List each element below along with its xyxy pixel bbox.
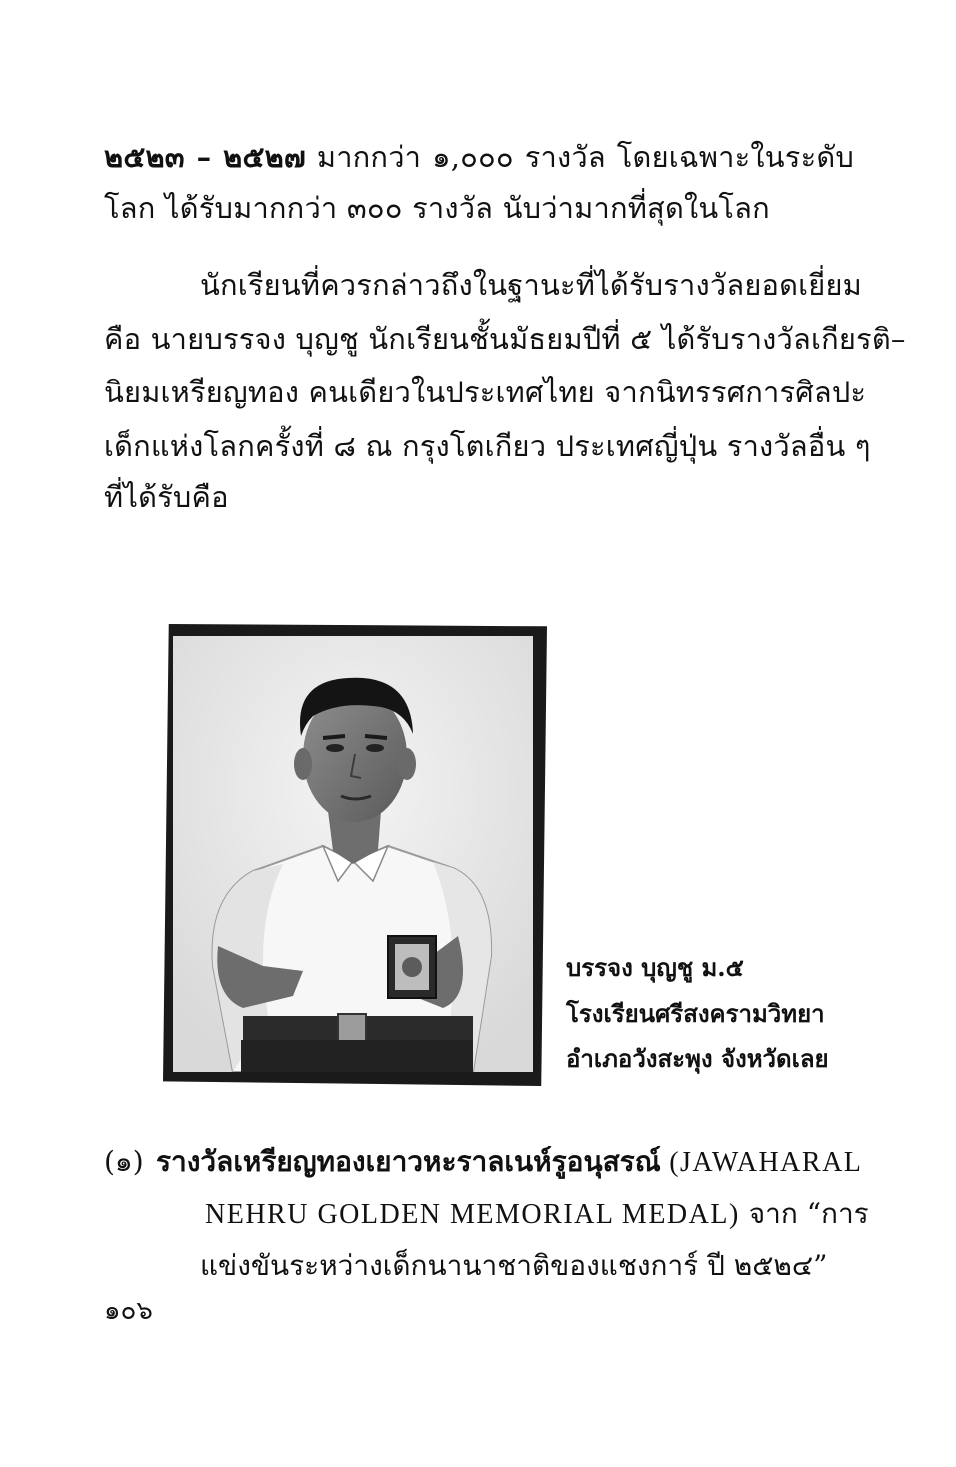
item1-latin-part2: NEHRU GOLDEN MEMORIAL MEDAL) <box>205 1199 740 1230</box>
paragraph1-line1-text: มากกว่า ๑,๐๐๐ รางวัล โดยเฉพาะในระดับ <box>305 140 855 174</box>
item1-number: (๑) <box>104 1145 144 1178</box>
paragraph2-line2: คือ นายบรรจง บุญชู นักเรียนชั้นมัธยมปีที่ ๕ ได้รับรางวัลเกียรติ– <box>104 322 906 356</box>
item1-line1 <box>156 1140 862 1185</box>
paragraph1-line2: โลก ได้รับมากกว่า ๓๐๐ รางวัล นับว่ามากที่สุดในโลก <box>104 191 770 225</box>
item1-line3: แข่งขันระหว่างเด็กนานาชาติของแชงการ์ ปี ๒๕๒๔” <box>200 1249 828 1282</box>
page-number: ๑๐๖ <box>104 1296 153 1326</box>
paragraph2-line1: นักเรียนที่ควรกล่าวถึงในฐานะที่ได้รับรางวัลยอดเยี่ยม <box>200 268 862 302</box>
item1-line2 <box>205 1192 869 1237</box>
item1-title: รางวัลเหรียญทองเยาวหะราลเนห์รูอนุสรณ์ <box>156 1145 661 1178</box>
year-range: ๒๕๒๓ – ๒๕๒๗ <box>104 140 306 174</box>
paragraph2-line3: นิยมเหรียญทอง คนเดียวในประเทศไทย จากนิทรรศการศิลปะ <box>104 375 867 409</box>
caption-school: โรงเรียนศรีสงครามวิทยา <box>566 999 825 1028</box>
caption-name: บรรจง บุญชู ม.๕ <box>566 953 744 982</box>
student-photo <box>173 636 533 1072</box>
student-portrait-illustration <box>173 636 533 1072</box>
item1-latin-part1: (JAWAHARAL <box>660 1147 863 1178</box>
paragraph2-line4: เด็กแห่งโลกครั้งที่ ๘ ณ กรุงโตเกียว ประเทศญี่ปุ่น รางวัลอื่น ๆ <box>104 429 871 463</box>
student-photo-frame <box>163 624 547 1086</box>
caption-location: อำเภอวังสะพุง จังหวัดเลย <box>566 1044 829 1073</box>
item1-from: จาก “การ <box>739 1197 869 1230</box>
paragraph2-line5: ที่ได้รับคือ <box>104 480 229 514</box>
paragraph1-line1 <box>104 137 854 177</box>
